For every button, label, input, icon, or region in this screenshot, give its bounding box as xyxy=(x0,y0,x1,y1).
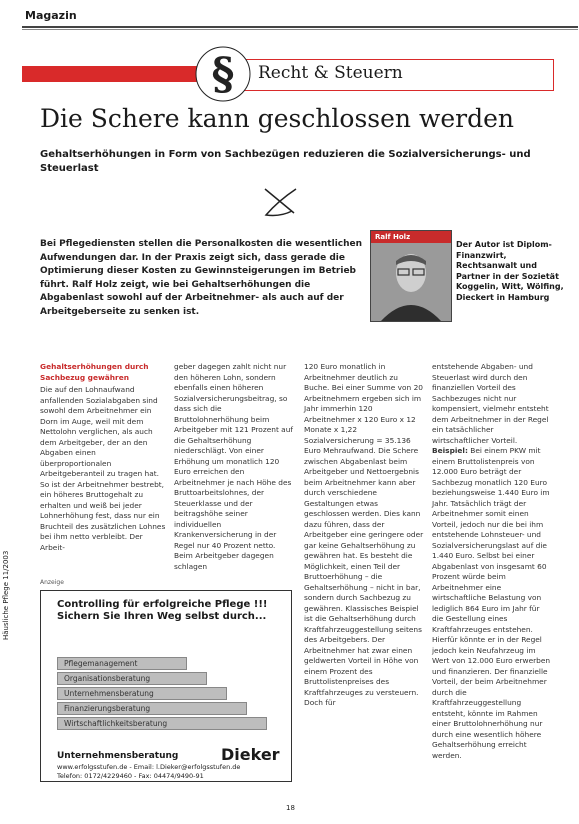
header-rule-secondary xyxy=(22,29,578,30)
article-lead: Bei Pflegediensten stellen die Personalkosten die wesentlichen Aufwendungen dar. In der Praxis zeigt sich, dass gerade die Optimierung dieser Kosten zu Gewinnsteigerungen im Betrieb führt. Ralf Holz zeigt, wie bei Gehaltserhöhungen die Abgabenlast sowohl auf der Arbeitnehmer- als auch auf der Arbeitgeberseite zu senken ist. xyxy=(40,239,363,317)
author-bio: Der Autor ist Diplom-Finanzwirt, Rechtsanwalt und Partner in der Sozietät Koggelin, Witt, Wölfing, Dieckert in Hamburg xyxy=(456,240,564,302)
article-headline: Die Schere kann geschlossen werden xyxy=(40,104,515,133)
ad-brand-logo: Dieker xyxy=(221,745,280,764)
column-text: Die auf den Lohnaufwand anfallenden Sozialabgaben sind sowohl dem Arbeitnehmer ein Dorn im Auge, weil mit dem Nettolohn verglichen, als auch dem Arbeitgeber, der an den Abgaben einen überproportionalen Arbeitgeberanteil zu tragen hat. So ist der Arbeitnehmer bestrebt, ein höheres Bruttogehalt zu erhalten und weiß bei jeder Lohnerhöhung fest, dass nur ein Bruchteil des zusätzlichen Lohnes bei ihm netto verbleibt. Der Arbeit- xyxy=(40,385,166,552)
ad-subheadline: Sichern Sie Ihren Weg selbst durch... xyxy=(57,611,267,622)
example-label: Beispiel: xyxy=(432,446,468,455)
ad-contact-phone: Telefon: 0172/4229460 - Fax: 04474/9490-91 xyxy=(57,772,204,780)
side-publication-label: Häusliche Pflege 11/2003 xyxy=(2,550,10,640)
advertisement[interactable] xyxy=(40,590,292,782)
column-text: entstehende Abgaben- und Steuerlast wird durch den finanziellen Vorteil des Sachbezuges nicht nur kompensiert, vielmehr entsteht dem Arbeitnehmer in der Regel ein tatsächlicher wirtschaftlicher Vorteil. xyxy=(432,362,549,445)
body-column-2 xyxy=(174,362,294,572)
author-photo xyxy=(370,230,452,322)
ad-step: Finanzierungsberatung xyxy=(57,702,247,715)
author-photo-caption: Ralf Holz xyxy=(371,231,451,243)
body-column-1 xyxy=(40,362,166,553)
magazine-header xyxy=(22,6,578,28)
paragraph-symbol-icon xyxy=(194,45,252,103)
ad-step: Organisationsberatung xyxy=(57,672,207,685)
ad-headline: Controlling für erfolgreiche Pflege !!! xyxy=(57,599,268,610)
body-column-3 xyxy=(304,362,424,709)
column-text: Bei einem PKW mit einem Bruttolistenpreis von 12.000 Euro beträgt der Sachbezug monatlich 120 Euro beziehungsweise 1.440 Euro im Jahr. Tatsächlich trägt der Arbeitnehmer somit einen Vorteil, jedoch nur die bei ihm entstehende Lohnsteuer- und Sozialversicherungslast auf die 1.440 Euro. Selbst bei einer Abgabenlast von insgesamt 60 Prozent würde beim Arbeitnehmer eine wirtschaftliche Belastung von lediglich 864 Euro im Jahr für die Gestellung eines Kraftfahrzeuges entstehen. Hierfür könnte er in der Regel jedoch kein Neufahrzeug im Wert von 12.000 Euro erwerben und finanzieren. Der finanzielle Vorteil, der beim Arbeitnehmer durch die Kraftfahrzeuggestellung entsteht, könnte im Rahmen einer Bruttolohnerhöhung nur durch eine wesentlich höhere Gehaltserhöhung erreicht werden. xyxy=(432,446,551,760)
author-portrait-icon xyxy=(371,231,451,321)
ad-step: Unternehmensberatung xyxy=(57,687,227,700)
body-column-4 xyxy=(432,362,552,761)
ad-contact-web[interactable]: www.erfolgsstufen.de - Email: l.Dieker@erfolgsstufen.de xyxy=(57,763,241,771)
ad-step: Pflegemanagement xyxy=(57,657,187,670)
article-subheadline: Gehaltserhöhungen in Form von Sachbezügen reduzieren die Sozialversicherungs- und Steuerlast xyxy=(40,149,531,174)
ad-tag: Anzeige xyxy=(40,579,64,586)
section-banner xyxy=(22,49,552,100)
column-text: 120 Euro monatlich in Arbeitnehmer deutlich zu Buche. Bei einer Summe von 20 Arbeitnehmern ergeben sich im Jahr immerhin 120 Arbeitnehmer x 120 Euro x 12 Monate x 1,22 Sozialversicherung = 35.136 Euro Mehraufwand. Die Schere zwischen Abgabenlast beim Arbeitgeber und Nettoergebnis beim Arbeitnehmer kann aber durch verschiedene Gestaltungen etwas geschlossen werden. Dies kann dazu führen, dass der Arbeitgeber eine geringere oder gar keine Gehaltserhöhung zu gewähren hat. Es besteht die Möglichkeit, einen Teil der Bruttoerhöhung – die Gehaltserhöhung – nicht in bar, sondern durch Sachbezug zu gewähren. Klassisches Beispiel ist die Gehaltserhöhung durch Kraftfahrzeuggestellung seitens des Arbeitgebers. Der Arbeitnehmer hat zwar einen geldwerten Vorteil in Höhe von einem Prozent des Bruttolistenpreises des Kraftfahrzeuges zu versteuern. Doch für xyxy=(304,362,424,707)
page-number: 18 xyxy=(286,804,295,812)
section-kicker: Magazin xyxy=(25,9,77,22)
signature-scribble xyxy=(260,183,300,221)
header-rule xyxy=(22,26,578,28)
column-text: geber dagegen zahlt nicht nur den höheren Lohn, sondern ebenfalls einen höheren Sozialversicherungsbeitrag, so dass sich die Bruttolohnerhöhung beim Arbeitgeber mit 121 Prozent auf die Gehaltserhöhung niederschlägt. Von einer Erhöhung um monatlich 120 Euro erreichen den Arbeitnehmer je nach Höhe des Bruttoarbeitslohnes, der Steuerklasse und der beitragshöhe seiner individuellen Krankenversicherung in der Regel nur 40 Prozent netto. Beim Arbeitgeber dagegen schlagen xyxy=(174,362,294,571)
column-subhead: Gehaltserhöhungen durch Sachbezug gewähren xyxy=(40,362,149,382)
ad-company: Unternehmensberatung xyxy=(57,751,179,761)
svg-text:§: § xyxy=(211,49,235,100)
ad-step: Wirtschaftlichkeitsberatung xyxy=(57,717,267,730)
banner-title: Recht & Steuern xyxy=(258,63,403,83)
